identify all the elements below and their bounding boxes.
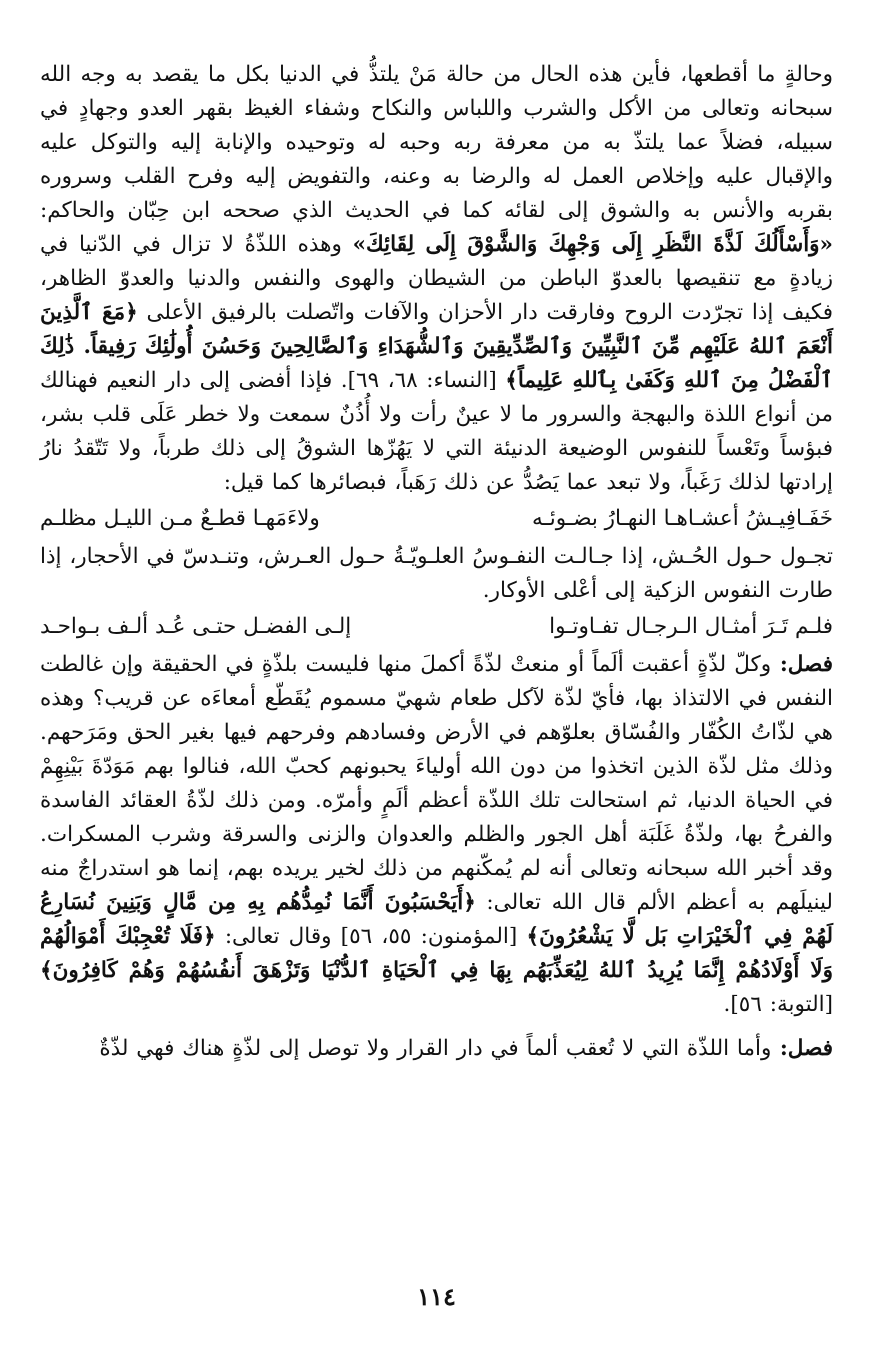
verse-second-hemistich: إلـى الفضـل حتـى عُـد ألـف بـواحـد: [40, 614, 352, 639]
text-run: [النساء: ٦٨، ٦٩]. فإذا أفضى إلى دار النعيم فهنالك من أنواع اللذة والبهجة والسرور ما لا عينٌ رأت ولا أُذُنٌ سمعت ولا خطر عَلَى قلب بشر، فبؤساً وتَعْساً للنفوس الوضيعة الدنيئة التي لا يَهُزّها الشوقُ إلى ذلك طرباً، ولا تَتّقدُ نارُ إرادتها لذلك رَغَباً، ولا تبعد عما يَصُدُّ عن ذلك رَهَباً، فبصائرها كما قيل:: [40, 368, 833, 495]
verse-first-hemistich: خَفَـافِيـشُ أعشـاهـا النهـارُ بضـوئـه: [531, 506, 833, 531]
quran-verse: ﴿مَعَ ٱلَّذِينَ أَنْعَمَ ٱللهُ عَلَيْهِم مِّنَ ٱلنَّبِيِّينَ وَٱلصِّدِّيقِينَ وَٱلشُّهَدَاءِ وَٱلصَّالِحِينَ وَحَسُنَ أُولَٰئِكَ رَفِيقاً. ذَٰلِكَ ٱلْفَضْلُ مِنَ ٱللهِ وَكَفَىٰ بِٱللهِ عَلِيماً﴾: [40, 300, 833, 393]
text-run: وكلّ لذّةٍ أعقبت ألَماً أو منعتْ لذّةً أكملَ منها فليست بلذّةٍ في الحقيقة وإن غالطت النفس في الالتذاذ بها، فأيّ لذّة لآكل طعام شهيّ مسموم يُقَطّع أمعاءَه عن قريب؟ وهذه هي لذّاتُ الكُفّار والفُسّاق بعلوّهم في الأرض وفسادهم وفرحهم فيها بغير الحق ومَرَحهم. وذلك مثل لذّة الذين اتخذوا من دون الله أولياءَ يحبونهم كحبّ الله، فنالوا بهم مَوَدّةَ بَيْنِهِمْ في الحياة الدنيا، ثم استحالت تلك اللذّة أعظم ألَمٍ وأمرّه. ومن ذلك لذّةُ العقائد الفاسدة والفرحُ بها، ولذّةُ غَلَبَة أهل الجور والظلم والعدوان والزنى والسرقة وشرب المسكرات. وقد أخبر الله سبحانه وتعالى أنه لم يُمكّنهم من ذلك لخير يريده بهم، إنما هو استدراجٌ منه لينيلَهم به أعظم الألم قال الله تعالى:: [40, 652, 833, 915]
section-heading: فصل:: [771, 1036, 833, 1061]
section-heading: فصل:: [771, 652, 833, 677]
poetry-verse-1: [40, 502, 833, 536]
quran-verse: ﴿أَيَحْسَبُونَ أَنَّمَا نُمِدُّهُم بِهِ مِن مَّالٍ وَبَنِينَ نُسَارِعُ لَهُمْ فِي ٱلْخَيْرَاتِ بَل لَّا يَشْعُرُونَ﴾: [40, 890, 834, 949]
text-run: تجـول حـول الحُـش، إذا جـالـت النفـوسُ العلـويّـةُ حـول العـرش، وتنـدسّ في الأحجار، إذا طارت النفوس الزكية إلى أعْلى الأوكار.: [40, 544, 833, 603]
verse-second-hemistich: ولاءَمَهـا قطـعٌ مـن الليـل مظلـم: [40, 506, 320, 531]
verse-first-hemistich: فلـم تَـرَ أمثـال الـرجـال تفـاوتـوا: [549, 614, 833, 639]
text-run: وأما اللذّة التي لا تُعقب ألماً في دار القرار ولا توصل إلى لذّةٍ هناك فهي لذّةٌ: [99, 1036, 772, 1061]
paragraph-3: [40, 648, 833, 1022]
text-run: [التوبة: ٥٦].: [723, 992, 833, 1017]
poetry-verse-2: [40, 610, 833, 644]
paragraph-1: [40, 58, 833, 500]
paragraph-2: [40, 540, 833, 608]
quran-verse: ﴿فَلَا تُعْجِبْكَ أَمْوَالُهُمْ وَلَا أَوْلَادُهُمْ إِنَّمَا يُرِيدُ ٱللهُ لِيُعَذِّبَهُم بِهَا فِي ٱلْحَيَاةِ ٱلدُّنْيَا وَتَزْهَقَ أَنفُسُهُمْ وَهُمْ كَافِرُونَ﴾: [40, 924, 833, 983]
text-run: وحالةٍ ما أقطعها، فأين هذه الحال من حالة مَنْ يلتذُّ في الدنيا بكل ما يقصد به وجه الله سبحانه وتعالى من الأكل والشرب واللباس والنكاح وشفاء الغيظ بقهر العدو وجهادٍ في سبيله، فضلاً عما يلتذّ به من معرفة ربه وحبه له وتوحيده والإنابة إليه والتوكل عليه والإقبال عليه وإخلاص العمل له والرضا به وعنه، والتفويض إليه وفرح القلب وسروره بقربه والأنس به والشوق إلى لقائه كما في الحديث الذي صححه ابن حِبّان والحاكم:: [40, 62, 833, 223]
hadith-quote: «وَأَسْأَلُكَ لَذَّةَ النَّظَرِ إِلَى وَجْهِكَ وَالشَّوْقَ إِلَى لِقَائِكَ»: [352, 232, 833, 257]
text-run: [المؤمنون: ٥٥، ٥٦] وقال تعالى:: [215, 924, 527, 949]
page-number: ١١٤: [417, 1282, 456, 1311]
text-run: وهذه اللذّةُ لا تزال في الدّنيا في زيادةٍ مع تنقيصها بالعدوّ الباطن من الشيطان والهوى والنفس والدنيا والعدوّ الظاهر، فكيف إذا تجرّدت الروح وفارقت دار الأحزان والآفات واتّصلت بالرفيق الأعلى: [40, 232, 833, 325]
paragraph-4: [40, 1032, 833, 1066]
page-body: [40, 58, 833, 1066]
